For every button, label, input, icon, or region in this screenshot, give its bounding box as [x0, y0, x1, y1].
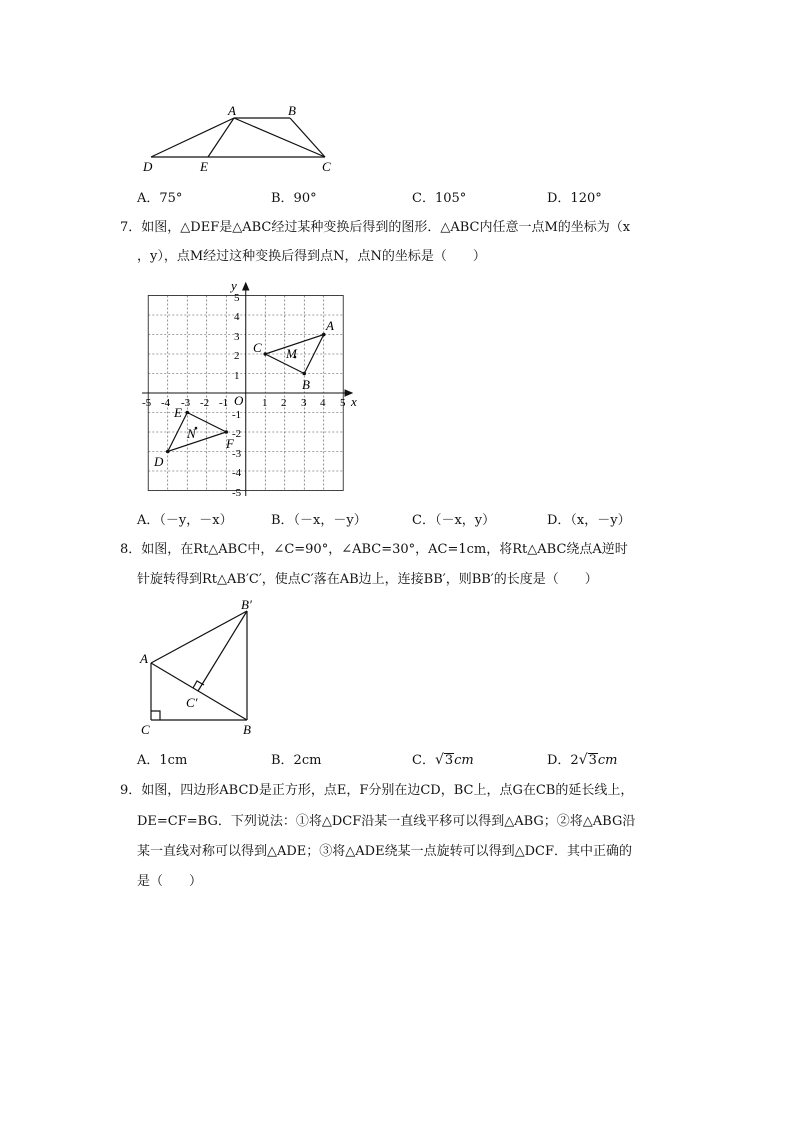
- q7-xtick: 4: [320, 397, 326, 409]
- q7-stem-2: ，y），点M经过这种变换后得到点N，点N的坐标是（ ）: [137, 249, 486, 264]
- q7-ytick: -2: [232, 428, 242, 440]
- q6-option-a: A．75°: [137, 191, 183, 206]
- q7-ytick: 5: [234, 292, 240, 304]
- q6-label-c: C: [322, 159, 331, 174]
- q7-option-d: D．（x，－y）: [547, 513, 631, 528]
- q6-option-d: D．120°: [547, 191, 602, 206]
- q7-option-a: A．（－y，－x）: [137, 513, 233, 528]
- q8-option-c: C．√3cm: [412, 752, 474, 768]
- q7-xtick: 3: [301, 397, 307, 409]
- q7-coordinate-grid: [138, 278, 368, 498]
- q7-text-line1: [120, 218, 630, 238]
- q7-option-b: B．（－x，－y）: [271, 513, 367, 528]
- q8-figure: [135, 595, 275, 745]
- q8-option-d-unit: cm: [597, 753, 618, 768]
- q7-ytick: -4: [232, 467, 242, 479]
- q8-number: 8．: [120, 542, 142, 557]
- q6-label-d: D: [143, 159, 153, 174]
- q7-ytick: -1: [232, 409, 242, 421]
- q9-number: 9．: [120, 783, 142, 798]
- q8-option-c-prefix: C．: [412, 753, 435, 768]
- q7-origin: O: [234, 393, 244, 408]
- q7-option-c: C．（－x，y）: [412, 513, 496, 528]
- q9-stem-1: 如图，四边形ABCD是正方形，点E，F分别在边CD，BC上，点G在CB的延长线上，: [141, 783, 634, 798]
- q7-point-e: E: [174, 405, 182, 420]
- q9-stem-4: 是（ ）: [137, 874, 203, 889]
- q7-point-c: C: [253, 340, 262, 355]
- q8-option-b: B．2cm: [271, 753, 322, 768]
- q8-option-d-prefix: D．2: [547, 753, 579, 768]
- q8-label-b-prime: B′: [241, 597, 252, 612]
- q7-point-n: N: [187, 426, 196, 441]
- q6-option-c: C．105°: [412, 191, 467, 206]
- q7-ytick: 2: [234, 350, 240, 362]
- q6-label-a: A: [228, 103, 236, 118]
- q9-text-line1: [120, 781, 633, 801]
- q7-xtick: -2: [200, 397, 210, 409]
- q7-ytick: 4: [234, 311, 240, 323]
- q8-label-b: B: [243, 722, 251, 737]
- q7-axis-x: x: [351, 394, 357, 409]
- q8-option-c-unit: cm: [454, 753, 474, 768]
- q8-option-d-radicand: 3: [588, 753, 597, 768]
- q7-ytick: 1: [234, 370, 240, 382]
- q7-xtick: -3: [181, 397, 191, 409]
- q7-number: 7．: [120, 220, 142, 235]
- q8-stem-1: 如图，在Rt△ABC中，∠C=90°，∠ABC=30°，AC=1cm，将Rt△ABC绕点A逆时: [141, 542, 628, 557]
- q9-stem-2: DE=CF=BG．下列说法：①将△DCF沿某一直线平移可以得到△ABG；②将△ABG沿: [137, 814, 636, 829]
- q7-xtick: 1: [262, 397, 268, 409]
- q7-point-a: A: [326, 318, 334, 333]
- q7-point-d: D: [154, 454, 164, 469]
- q8-label-c: C: [141, 722, 150, 737]
- q7-xtick: -5: [142, 397, 152, 409]
- q6-label-b: B: [288, 103, 296, 118]
- q7-axis-y: y: [231, 278, 237, 293]
- q7-ytick: 3: [234, 331, 240, 343]
- q7-xtick: 5: [340, 397, 346, 409]
- q7-ytick: -3: [232, 448, 242, 460]
- q8-option-d: D．2√3cm: [547, 752, 618, 768]
- q6-label-e: E: [200, 159, 208, 174]
- q7-ytick: -5: [232, 487, 242, 498]
- q8-option-a: A．1cm: [137, 753, 188, 768]
- q7-xtick: -1: [219, 397, 229, 409]
- q9-stem-3: 某一直线对称可以得到△ADE；③将△ADE绕某一点旋转可以得到△DCF．其中正确的: [137, 844, 632, 859]
- q6-figure: [130, 100, 350, 180]
- q8-option-c-radicand: 3: [444, 753, 454, 768]
- q6-option-b: B．90°: [271, 191, 317, 206]
- q7-point-m: M: [286, 346, 297, 361]
- q8-text-line1: [120, 540, 628, 560]
- q7-xtick: -4: [161, 397, 171, 409]
- q8-stem-2: 针旋转得到Rt△AB′C′，使点C′落在AB边上，连接BB′，则BB′的长度是（ ）: [137, 572, 598, 587]
- q7-point-f: F: [226, 436, 234, 451]
- q7-xtick: 2: [281, 397, 287, 409]
- q7-point-b: B: [302, 377, 310, 392]
- q8-label-a: A: [140, 651, 148, 666]
- q7-stem-1: 如图，△DEF是△ABC经过某种变换后得到的图形．△ABC内任意一点M的坐标为（x: [141, 220, 631, 235]
- q8-label-c-prime: C′: [186, 695, 198, 710]
